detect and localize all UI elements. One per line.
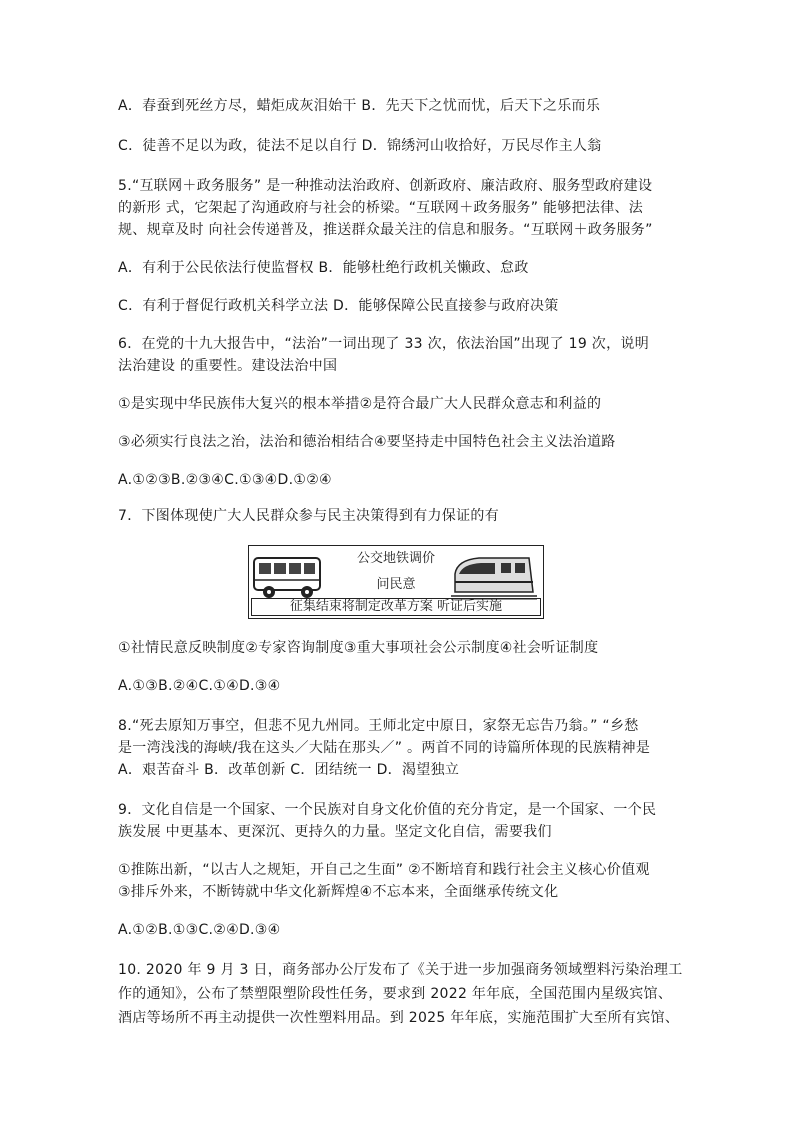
q6-stem-line2: 法治建设 的重要性。建设法治中国 — [118, 358, 338, 374]
q5-options-cd: C．有利于督促行政机关科学立法 D．能够保障公民直接参与政府决策 — [118, 298, 559, 314]
q7-figure — [248, 545, 544, 619]
q8-options: A．艰苦奋斗 B．改革创新 C．团结统一 D．渴望独立 — [118, 762, 460, 778]
bus-icon — [251, 550, 325, 602]
q9-items-34: ③排斥外来，不断铸就中华文化新辉煌④不忘本来，全面继承传统文化 — [118, 884, 559, 900]
q6-items-12: ①是实现中华民族伟大复兴的根本举措②是符合最广大人民群众意志和利益的 — [118, 396, 602, 412]
q6-stem-line1: 6．在党的十九大报告中，“法治”一词出现了 33 次，依法治国”出现了 19 次，说明 — [118, 336, 649, 352]
train-icon — [449, 552, 539, 602]
q9-options: A.①②B.①③C.②④D.③④ — [118, 922, 281, 938]
q5-options-ab: A．有利于公民依法行使监督权 B．能够杜绝行政机关懒政、怠政 — [118, 260, 529, 276]
figure-title: 公交地铁调价 — [356, 551, 435, 566]
q9-items-12: ①推陈出新，“以古人之规矩，开自己之生面” ②不断培育和践行社会主义核心价值观 — [118, 862, 650, 878]
q5-stem-line1: 5.“互联网＋政务服务” 是一种推动法治政府、创新政府、廉洁政府、服务型政府建设 — [118, 178, 653, 194]
q10-stem-line1: 10. 2020 年 9 月 3 日，商务部办公厅发布了《关于进一步加强商务领域塑料污染治理工 — [118, 962, 683, 978]
q7-items: ①社情民意反映制度②专家咨询制度③重大事项社会公示制度④社会听证制度 — [118, 640, 599, 656]
q10-stem-line3: 酒店等场所不再主动提供一次性塑料用品。到 2025 年年底，实施范围扩大至所有宾馆、 — [118, 1010, 680, 1026]
q10-stem-line2: 作的通知》，公布了禁塑限塑阶段性任务，要求到 2022 年年底，全国范围内星级宾馆、 — [118, 986, 673, 1002]
q9-stem-line2: 族发展 中更基本、更深沉、更持久的力量。坚定文化自信，需要我们 — [118, 824, 552, 840]
figure-caption: 征集结束将制定改革方案 听证后实施 — [251, 598, 541, 616]
q5-stem-line2: 的新形 式，它架起了沟通政府与社会的桥梁。“互联网＋政务服务” 能够把法律、法 — [118, 200, 644, 216]
q8-stem-line1: 8.“死去原知万事空，但悲不见九州同。王师北定中原日，家祭无忘告乃翁。” “乡愁 — [118, 718, 639, 734]
q6-options: A.①②③B.②③④C.①③④D.①②④ — [118, 472, 332, 488]
q9-stem-line1: 9．文化自信是一个国家、一个民族对自身文化价值的充分肯定，是一个国家、一个民 — [118, 802, 657, 818]
q7-stem: 7．下图体现使广大人民群众参与民主决策得到有力保证的有 — [118, 508, 500, 524]
q4-options-ab: A．春蚕到死丝方尽，蜡炬成灰泪始干 B．先天下之忧而忧，后天下之乐而乐 — [118, 98, 601, 114]
q5-stem-line3: 规、规章及时 向社会传递普及，推送群众最关注的信息和服务。“互联网＋政务服务” — [118, 222, 653, 238]
figure-subtitle: 问民意 — [376, 577, 416, 592]
q6-items-34: ③必须实行良法之治，法治和德治相结合④要坚持走中国特色社会主义法治道路 — [118, 434, 616, 450]
q4-options-cd: C．徒善不足以为政，徒法不足以自行 D．锦绣河山收拾好，万民尽作主人翁 — [118, 138, 602, 154]
q8-stem-line2: 是一湾浅浅的海峡/我在这头／大陆在那头／” 。两首不同的诗篇所体现的民族精神是 — [118, 740, 651, 756]
q7-options: A.①③B.②④C.①④D.③④ — [118, 678, 281, 694]
